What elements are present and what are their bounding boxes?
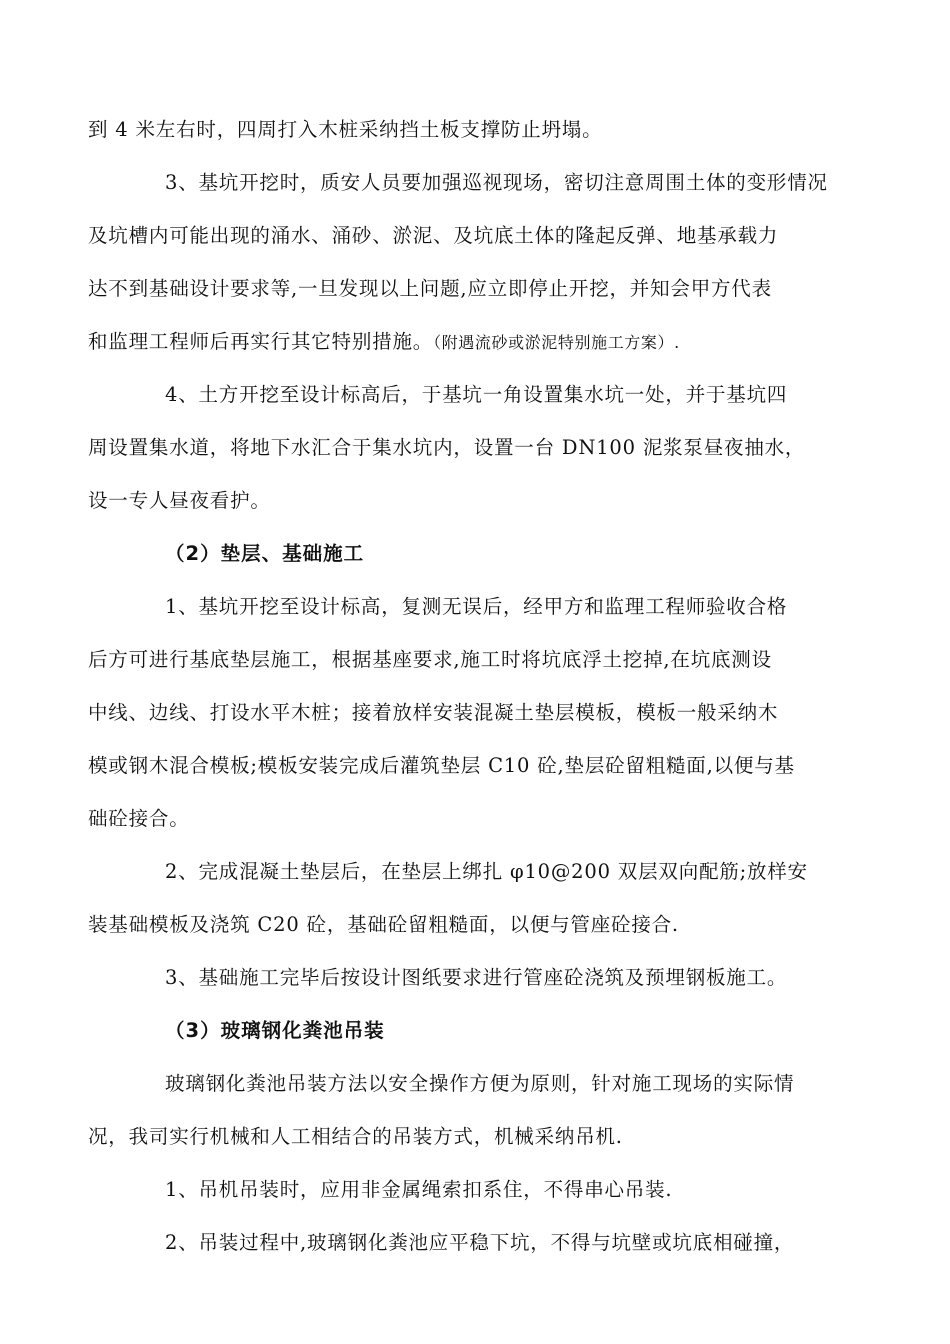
body-line-7: 周设置集水道，将地下水汇合于集水坑内，设置一台 DN100 泥浆泵昼夜抽水，: [88, 436, 806, 459]
body-line-15: 装基础模板及浇筑 C20 砼，基础砼留粗糙面，以便与管座砼接合.: [88, 913, 679, 936]
body-line-4: 达不到基础设计要求等,一旦发现以上问题,应立即停止开挖，并知会甲方代表: [88, 277, 772, 300]
body-line-6: 4、土方开挖至设计标高后，于基坑一角设置集水坑一处，并于基坑四: [165, 383, 788, 406]
body-line-3: 及坑槽内可能出现的涌水、涌砂、淤泥、及坑底土体的隆起反弹、地基承载力: [88, 224, 779, 247]
body-line-5-note: （附遇流砂或淤泥特别施工方案）.: [433, 333, 680, 352]
section-heading-3: （3）玻璃钢化粪池吊装: [165, 1019, 385, 1042]
body-line-16: 3、基础施工完毕后按设计图纸要求进行管座砼浇筑及预埋钢板施工。: [165, 966, 788, 989]
body-line-11: 中线、边线、打设水平木桩；接着放样安装混凝土垫层模板，模板一般采纳木: [88, 701, 779, 724]
body-line-2: 3、基坑开挖时，质安人员要加强巡视现场，密切注意周围土体的变形情况: [165, 171, 828, 194]
body-line-5-text: 和监理工程师后再实行其它特别措施。: [88, 330, 434, 353]
body-line-19: 1、吊机吊装时，应用非金属绳索扣系住，不得串心吊装.: [165, 1178, 673, 1201]
body-line-9: 1、基坑开挖至设计标高，复测无误后，经甲方和监理工程师验收合格: [165, 595, 788, 618]
body-line-18: 况，我司实行机械和人工相结合的吊装方式，机械采纳吊机.: [88, 1125, 623, 1148]
body-line-14: 2、完成混凝土垫层后，在垫层上绑扎 φ10@200 双层双向配筋;放样安: [165, 860, 808, 883]
section-heading-2: （2）垫层、基础施工: [165, 542, 365, 565]
body-line-10: 后方可进行基底垫层施工，根据基座要求,施工时将坑底浮土挖掉,在坑底测设: [88, 648, 772, 671]
body-line-12: 模或钢木混合模板;模板安装完成后灌筑垫层 C10 砼,垫层砼留粗糙面,以便与基: [88, 754, 795, 777]
body-line-5: [88, 330, 680, 355]
body-line-13: 础砼接合。: [88, 807, 190, 830]
body-line-1: 到 4 米左右时，四周打入木桩采纳挡土板支撑防止坍塌。: [88, 118, 603, 141]
body-line-8: 设一专人昼夜看护。: [88, 489, 271, 512]
body-line-17: 玻璃钢化粪池吊装方法以安全操作方便为原则，针对施工现场的实际情: [165, 1072, 795, 1095]
body-line-20: 2、吊装过程中,玻璃钢化粪池应平稳下坑，不得与坑壁或坑底相碰撞，: [165, 1231, 795, 1254]
